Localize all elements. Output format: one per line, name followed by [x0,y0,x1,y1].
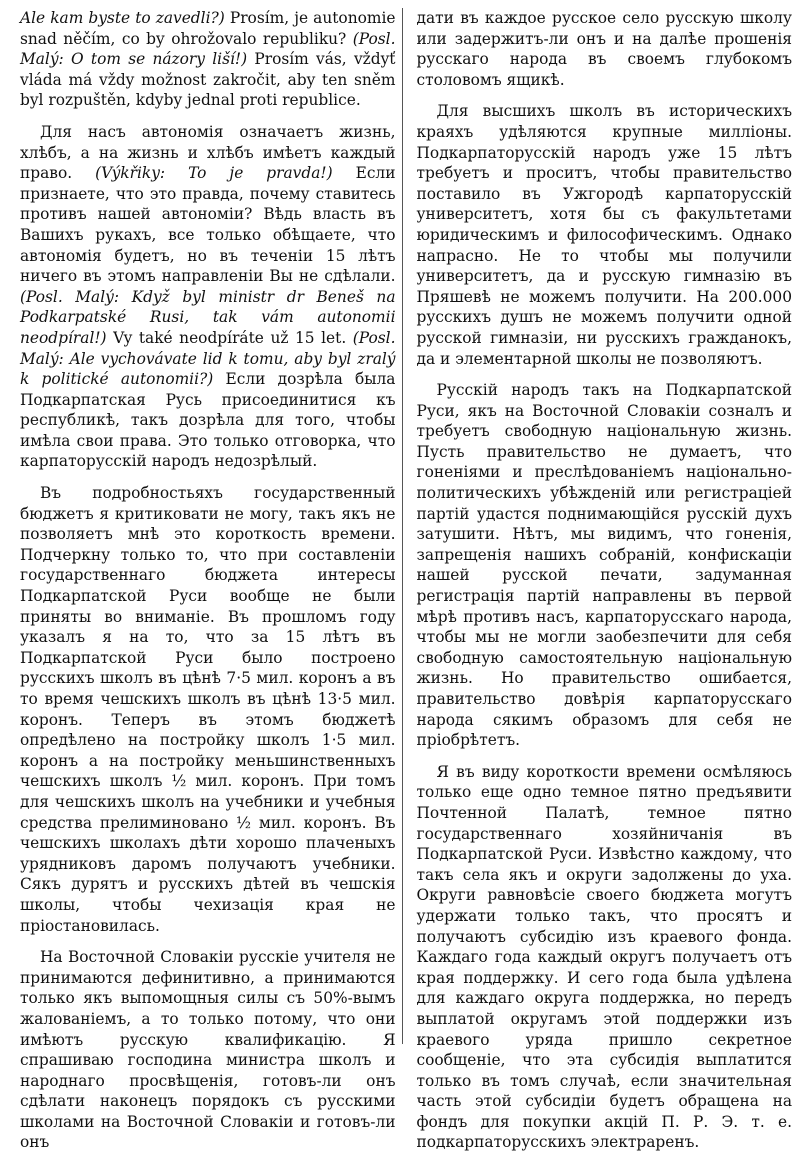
paragraph [417,380,793,751]
text-segment: Prosím vás, vždyť vláda má vždy možnost zakročit, aby ten sněm byl rozpuštěn, kdyby jednal proti republice. [20,50,396,110]
text-segment: Для насъ автономія означаетъ жизнь, хлѣбъ, а на жизнь и хлѣбъ имѣетъ каждый право. [20,122,396,183]
text-segment: дати въ каждое русское село русскую школу или задержитъ-ли онъ и на далѣе прошенія русскаго народа въ своемъ глубокомъ столовомъ ящикѣ. [416,9,792,89]
text-segment: На Восточной Словакіи русскіе учителя не принимаются дефинитивно, а принимаются только якъ выпомощныя силы съ 50%-вымъ жалованіемъ, а то только потому, что они имѣютъ русскую квалификацію. Я спрашиваю господина министра школъ и народнаго просвѣщенія, готовъ-ли онъ сдѣлати наконецъ порядокъ съ русскими школами на Восточной Словакіи и готовъ-ли онъ [20,948,396,1152]
text-segment: (Posl. Malý: O tom se názory liší!) [20,29,396,69]
paragraph [20,483,396,936]
text-segment: Ale kam byste to zavedli?) [20,9,225,27]
text-segment: Для высшихъ школъ въ историческихъ краяхъ удѣляются крупные милліоны. Подкарпаторусскій народъ уже 15 лѣтъ требуетъ и проситъ, чтобы правительство поставило въ Ужгородѣ карпаторусскій университетъ, хотя бы съ факультетами юридическимъ и философическимъ. Однако напрасно. Не то чтобы мы получили университетъ, да и русскую гимназію въ Пряшевѣ не можемъ получити. На 200.000 русскихъ душъ не можемъ получити одной русской гимназіи, ни русскихъ гражданокъ, да и элементарной школы не позволяютъ. [416,102,792,368]
text-segment: Vy také neodpíráte už 15 let. [106,328,353,347]
paragraph [417,762,793,1153]
text-segment: Русскій народъ такъ на Подкарпатской Руси, якъ на Восточной Словакіи созналъ и требуетъ свободную національную жизнь. Пусть правительство не думаетъ, что гоненіями и преслѣдованіемъ національно-политическихъ убѣжденій или регистраціей партій удастся поднимающійся русскій духъ затушити. Нѣтъ, мы видимъ, что гоненія, запрещенія нашихъ собраній, конфискаціи нашей русской печати, задуманная регистрація партій направлены въ первой мѣрѣ противъ насъ, карпаторусскаго народа, чтобы мы не могли заобезпечити для себя свободную самостоятельную національную жизнь. Но правительство ошибается, правительство довѣрія карпаторусскаго народа сякимъ образомъ для себя не пріобрѣтетъ. [416,381,792,750]
text-segment: Если признаете, что это правда, почему ставитесь противъ нашей автономіи? Вѣдь власть въ Вашихъ рукахъ, все только обѣщаете, что автономія будетъ, но въ теченіи 15 лѣтъ ничего въ этомъ направленіи Вы не сдѣлали. [20,164,396,286]
paragraph [417,101,793,369]
paragraph [20,947,396,1153]
text-segment: Prosím, je autonomie snad něčím, co by ohrožovalo republiku? [20,9,396,48]
text-segment: Я въ виду короткости времени осмѣляюсь только еще одно темное пятно предъявити Почтенной Палатѣ, темное пятно государственнаго хозяйничанія въ Подкарпатской Руси. Извѣстно каждому, что такъ села якъ и округи задолжены до уха. Округи равновѣсіе своего бюджета могутъ удержати только такъ, что просятъ и получаютъ субсидію изъ краевого фонда. Каждаго года каждый округъ получаетъ отъ края поддержку. И сего года была удѣлена для каждаго округа поддержка, но передъ выплатой округамъ этой поддержки изъ краевого уряда пришло секретное сообщеніе, что эта субсидія выплатится только въ томъ случаѣ, если значительная часть этой субсидіи будетъ обращена на фондъ для покупки акцій П. Р. Э. т. е. подкарпаторусскихъ электраренъ. [416,762,792,1152]
text-segment: Если дозрѣла была Подкарпатская Русь присоединитися къ республикѣ, такъ дозрѣла для того, чтобы имѣла свои права. Это только отговорка, что карпаторусскій народъ недозрѣлый. [20,370,396,471]
text-segment: (Posl. Malý: Ale vychovávate lid k tomu, aby byl zralý k politické autonomii?) [20,328,396,389]
right-column [416,8,793,1152]
paragraph [20,8,396,111]
text-segment: (Posl. Malý: Když byl ministr dr Beneš na Podkarpatské Rusi, tak vám autonomii neodpíral!) [20,287,396,347]
left-column [20,8,403,1152]
text-segment: Въ подробностьяхъ государственный бюджетъ я критиковати не могу, такъ якъ не позволяетъ мнѣ это короткость времени. Подчеркну только то, что при составленіи государственнаго бюджета интересы Подкарпатской Руси вообще не были приняты во вниманіе. Въ прошломъ году указалъ я на то, что за 15 лѣтъ въ Подкарпатской Руси было построено русскихъ школъ въ цѣнѣ 7·5 мил. коронъ а въ то время чешскихъ школъ въ цѣнѣ 13·5 мил. коронъ. Теперъ въ этомъ бюджетѣ опредѣлено на постройку школъ 1·5 мил. коронъ а на постройку меньшинственныхъ чешскихъ школъ ½ мил. коронъ. При томъ для чешскихъ школъ на учебники и учебныя средства прелиминовано ½ мил. коронъ. Въ чешскихъ школахъ дѣти хорошо плаченыхъ урядниковъ даромъ получаютъ учебники. Сякъ дурятъ и русскихъ дѣтей въ чешскія школы, чтобы чехизація края не пріостановилась. [20,484,396,935]
paragraph [417,8,793,90]
text-segment: (Výkřiky: To je pravda!) [95,164,333,183]
paragraph [20,122,396,472]
